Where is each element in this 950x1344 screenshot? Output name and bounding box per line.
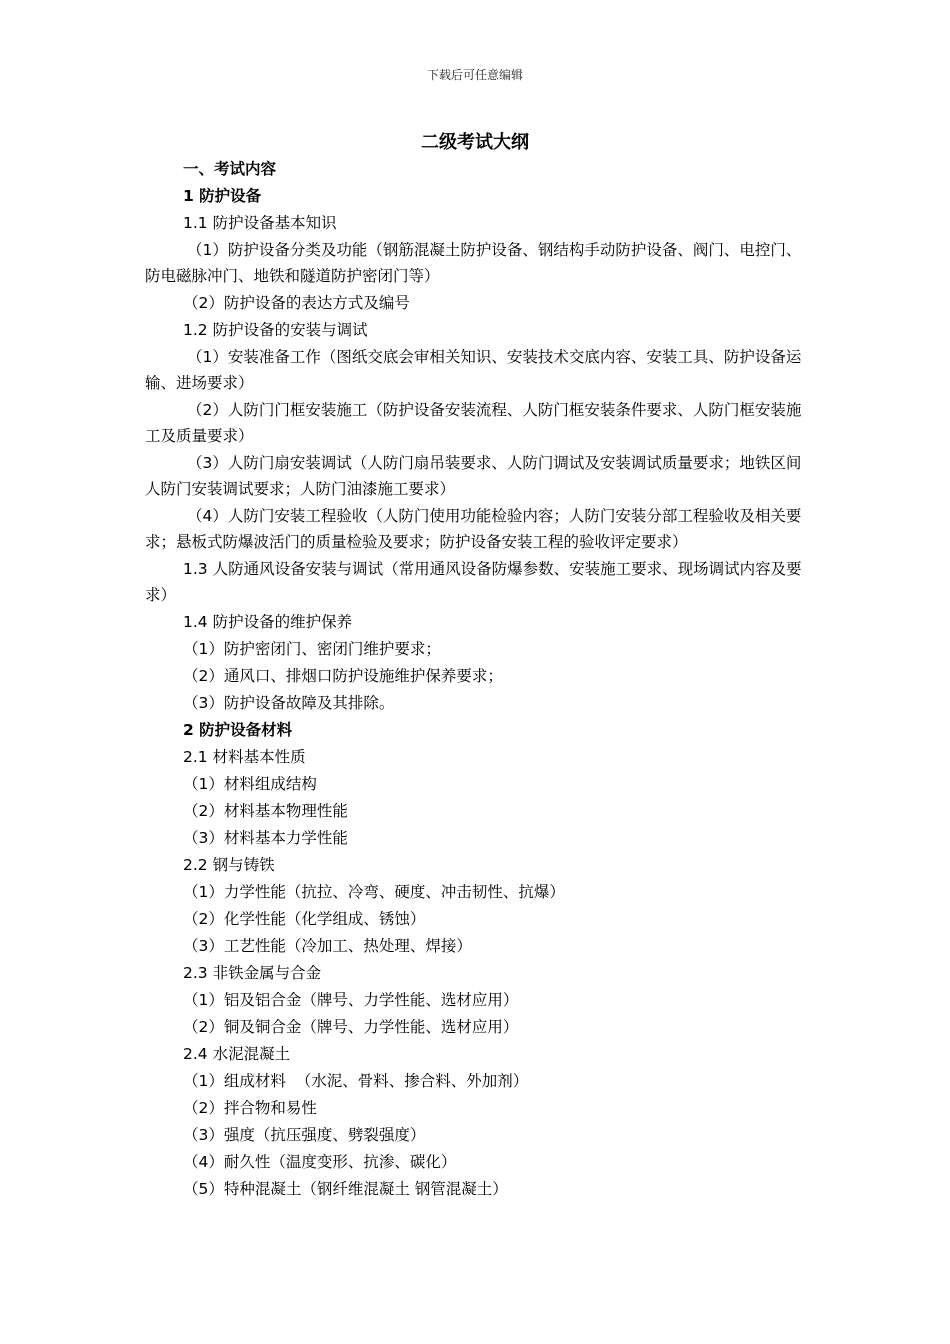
list-item: （1）力学性能（抗拉、冷弯、硬度、冲击韧性、抗爆） xyxy=(183,883,565,901)
subsection-1-1: 1.1 防护设备基本知识 xyxy=(183,214,337,232)
header-note: 下载后可任意编辑 xyxy=(426,68,523,82)
list-item: （2）材料基本物理性能 xyxy=(183,802,348,820)
list-item: （2）通风口、排烟口防护设施维护保养要求； xyxy=(183,667,503,685)
section-heading: 一、考试内容 xyxy=(183,160,277,178)
paragraph-1-1-2: （2）防护设备的表达方式及编号 xyxy=(183,294,410,312)
subsection-1-4: 1.4 防护设备的维护保养 xyxy=(183,613,353,631)
subsection-2-4: 2.4 水泥混凝土 xyxy=(183,1045,291,1063)
list-item: （1）材料组成结构 xyxy=(183,775,317,793)
subsection-2-1: 2.1 材料基本性质 xyxy=(183,748,306,766)
subsection-1-2: 1.2 防护设备的安装与调试 xyxy=(183,321,368,339)
list-item: （5）特种混凝土（钢纤维混凝土 钢管混凝土） xyxy=(183,1180,508,1198)
list-item: （2）铜及铜合金（牌号、力学性能、选材应用） xyxy=(183,1018,519,1036)
list-item: （2）拌合物和易性 xyxy=(183,1099,317,1117)
list-item: （3）工艺性能（冷加工、热处理、焊接） xyxy=(183,937,472,955)
list-item: （1）铝及铝合金（牌号、力学性能、选材应用） xyxy=(183,991,519,1009)
paragraph-1-2-4: （4）人防门安装工程验收（人防门使用功能检验内容；人防门安装分部工程验收及相关要求；悬板式防爆波活门的质量检验及要求；防护设备安装工程的验收评定要求） xyxy=(145,507,802,551)
list-item: （4）耐久性（温度变形、抗渗、碳化） xyxy=(183,1153,457,1171)
list-item: （3）防护设备故障及其排除。 xyxy=(183,694,395,712)
chapter-2-heading: 2 防护设备材料 xyxy=(183,721,293,739)
document-title: 二级考试大纲 xyxy=(421,132,529,153)
list-item: （3）材料基本力学性能 xyxy=(183,829,348,847)
paragraph-1-2-3: （3）人防门扇安装调试（人防门扇吊装要求、人防门调试及安装调试质量要求；地铁区间人防门安装调试要求；人防门油漆施工要求） xyxy=(145,454,802,498)
list-item: （1）组成材料 （水泥、骨料、掺合料、外加剂） xyxy=(183,1072,529,1090)
subsection-2-2: 2.2 钢与铸铁 xyxy=(183,856,275,874)
list-item: （1）防护密闭门、密闭门维护要求； xyxy=(183,640,441,658)
subsection-1-3: 1.3 人防通风设备安装与调试（常用通风设备防爆参数、安装施工要求、现场调试内容及要求） xyxy=(145,560,802,604)
list-item: （3）强度（抗压强度、劈裂强度） xyxy=(183,1126,426,1144)
paragraph-1-2-2: （2）人防门门框安装施工（防护设备安装流程、人防门框安装条件要求、人防门框安装施工及质量要求） xyxy=(145,401,802,445)
subsection-2-3: 2.3 非铁金属与合金 xyxy=(183,964,322,982)
document-body xyxy=(145,156,807,1203)
paragraph-1-2-1: （1）安装准备工作（图纸交底会审相关知识、安装技术交底内容、安装工具、防护设备运输、进场要求） xyxy=(145,348,802,392)
list-item: （2）化学性能（化学组成、锈蚀） xyxy=(183,910,426,928)
paragraph-1-1-1: （1）防护设备分类及功能（钢筋混凝土防护设备、钢结构手动防护设备、阀门、电控门、防电磁脉冲门、地铁和隧道防护密闭门等） xyxy=(145,241,802,285)
chapter-1-heading: 1 防护设备 xyxy=(183,187,262,205)
